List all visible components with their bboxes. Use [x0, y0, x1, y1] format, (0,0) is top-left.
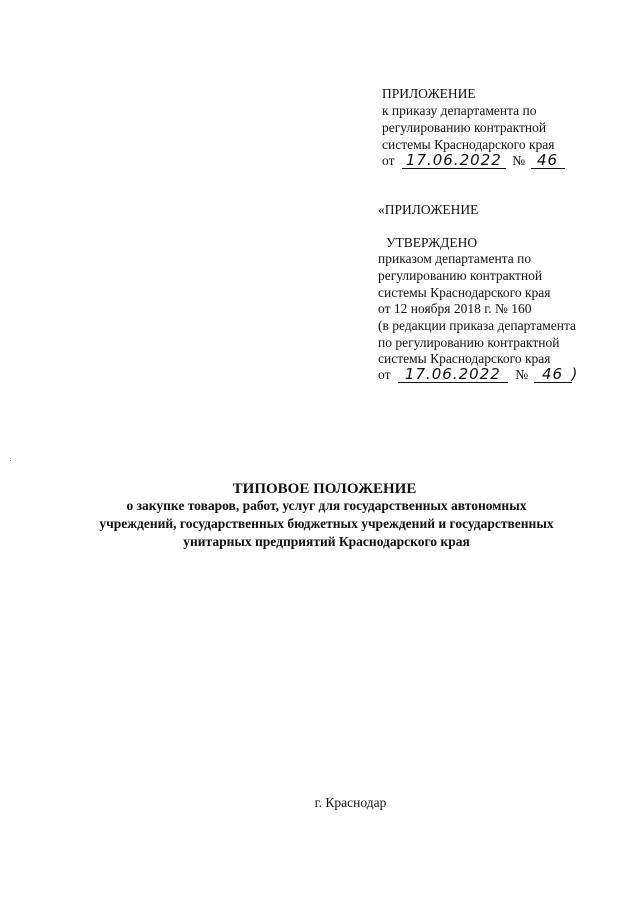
scan-artifact [10, 460, 11, 461]
approved-label: УТВЕРЖДЕНО [386, 235, 478, 250]
document-subtitle-line: учреждений, государственных бюджетных учреждений и государственных [99, 516, 554, 531]
appendix-1-line: к приказу департамента по [382, 103, 537, 118]
document-subtitle-line: унитарных предприятий Краснодарского края [183, 534, 470, 549]
appendix-2-line: регулированию контрактной [378, 268, 543, 283]
appendix-1-line: системы Краснодарского края [382, 137, 555, 152]
handwritten-date: 17.06.2022 [402, 153, 506, 169]
city-label: г. Краснодар [314, 795, 387, 810]
appendix-2-line: от 12 ноября 2018 г. № 160 [378, 301, 532, 316]
appendix-1-date-row [382, 153, 565, 169]
handwritten-number: 46 [531, 153, 565, 169]
document-title: ТИПОВОЕ ПОЛОЖЕНИЕ [232, 481, 417, 497]
appendix-1-heading: ПРИЛОЖЕНИЕ [382, 86, 476, 101]
appendix-2-heading: «ПРИЛОЖЕНИЕ [378, 202, 479, 217]
ot-label: от [382, 153, 395, 168]
handwritten-closing-paren: ) [571, 365, 578, 383]
appendix-2-line: (в редакции приказа департамента [378, 318, 577, 333]
document-subtitle-line: о закупке товаров, работ, услуг для государственных автономных [126, 498, 527, 513]
appendix-2-line: системы Краснодарского края [378, 285, 551, 300]
ot-label: от [378, 367, 391, 382]
appendix-1-line: регулированию контрактной [382, 120, 547, 135]
number-label: № [515, 367, 529, 382]
handwritten-number: 46 [534, 367, 572, 383]
appendix-2-line: системы Краснодарского края [378, 351, 551, 366]
number-label: № [512, 153, 526, 168]
appendix-2-line: приказом департамента по [378, 251, 532, 266]
appendix-2-line: по регулированию контрактной [378, 335, 560, 350]
handwritten-date: 17.06.2022 [398, 367, 508, 383]
appendix-2-date-row [378, 367, 577, 383]
